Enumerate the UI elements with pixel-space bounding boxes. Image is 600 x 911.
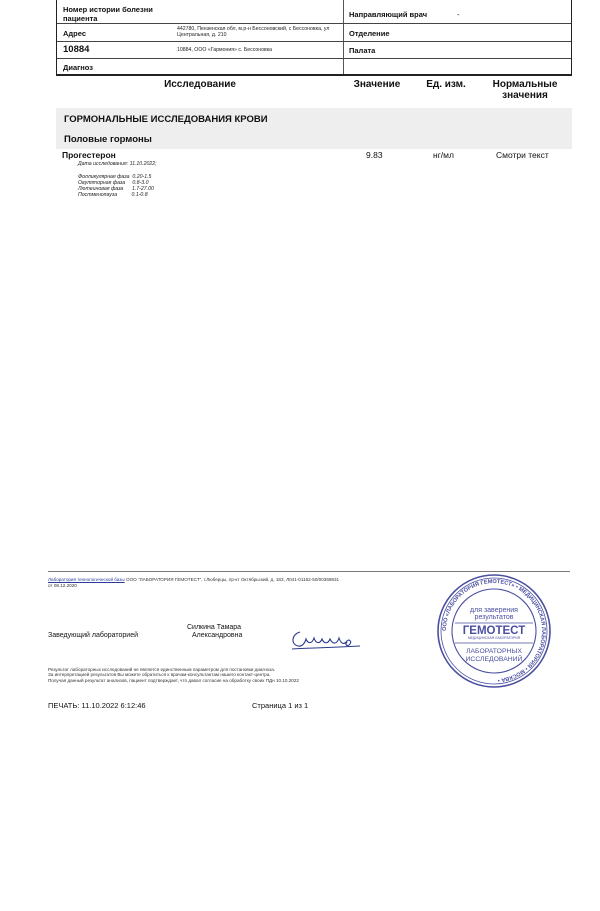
section-title: ГОРМОНАЛЬНЫЕ ИССЛЕДОВАНИЯ КРОВИ xyxy=(64,114,268,125)
disclaimer xyxy=(48,667,428,683)
address-label: Адрес xyxy=(63,29,87,38)
head-name-2: Александровна xyxy=(192,632,243,639)
stamp-bottom-2: ИССЛЕДОВАНИЙ xyxy=(465,656,523,663)
referring-label: Направляющий врач xyxy=(349,10,428,19)
stamp-top-2: результатов xyxy=(474,614,514,621)
stamp-ring-text: ООО «ЛАБОРАТОРИЯ ГЕМОТЕСТ» • МЕДИЦИНСКАЯ ЛАБОРАТОРИЯ • МОСКВА • xyxy=(441,578,547,683)
lab-info xyxy=(48,577,438,582)
address-value: 442780, Пензенская обл, м.р-н Бессоновский, с Бессоновка, ул Центральная, д. 210 xyxy=(177,26,330,39)
disclaimer-3: Получая данный результат анализов, пациент подтверждает, что давал согласие на обработку своих ПДн 10.10.2022 xyxy=(48,677,299,683)
column-value: Значение xyxy=(353,79,401,90)
client-row xyxy=(57,42,571,59)
test-normal: Смотри текст xyxy=(496,150,549,160)
patient-header-table xyxy=(56,0,572,75)
range-postmenopause: Постменопауза 0.1-0.8 xyxy=(78,191,148,198)
lab-stamp xyxy=(435,572,553,690)
history-label: Номер истории болезни пациента xyxy=(63,5,153,23)
lab-link[interactable]: Лаборатория технологической базы xyxy=(48,577,125,582)
signature xyxy=(286,622,366,654)
lab-info-date: от 08.12.2020 xyxy=(48,583,77,588)
client-code: 10884 xyxy=(63,44,90,55)
stamp-top-1: для заверения xyxy=(470,607,518,614)
range-follicular: Фолликулярная фаза 0.20-1.5 xyxy=(78,174,152,180)
reference-ranges xyxy=(78,175,154,199)
stamp-brand: ГЕМОТЕСТ xyxy=(462,625,526,637)
referring-value: - xyxy=(457,10,460,19)
test-value: 9.83 xyxy=(366,150,383,160)
department-label: Отделение xyxy=(349,29,390,38)
stamp-brand-sub: МЕДИЦИНСКАЯ ЛАБОРАТОРИЯ xyxy=(467,636,521,640)
range-ovulatory: Овуляторная фаза 0.8-3.0 xyxy=(78,179,149,186)
disclaimer-1: Результат лабораторных исследований не является единственным параметром для постановки диагноза. xyxy=(48,667,276,672)
range-luteal: Лютеиновая фаза 1.7-27.00 xyxy=(78,185,154,192)
print-timestamp: ПЕЧАТЬ: 11.10.2022 6:12:46 xyxy=(48,701,146,710)
head-name-1: Силкина Тамара xyxy=(187,624,242,631)
lab-info-text: ООО "ЛАБОРАТОРИЯ ГЕМОТЕСТ", г.Люберцы, пр-кт Октябрьский, д. 183, Л041-01162-50/00369831 xyxy=(126,577,340,582)
diagnosis-row xyxy=(57,59,571,75)
head-title: Заведующий лабораторией xyxy=(48,632,138,639)
column-unit: Ед. изм. xyxy=(426,79,466,90)
section-subtitle: Половые гормоны xyxy=(64,134,152,145)
diagnosis-label: Диагноз xyxy=(63,63,93,72)
page-number: Страница 1 из 1 xyxy=(252,701,309,710)
disclaimer-2: За интерпретацией результатов Вы можете обратиться к врачам-консультантам нашего контакт-центра. xyxy=(48,672,271,678)
address-row xyxy=(57,24,571,42)
header-bottom-border xyxy=(56,74,572,76)
column-normal: Нормальные значения xyxy=(492,79,558,101)
ward-label: Палата xyxy=(349,46,376,55)
client-value: 10884, ООО «Гармония» с. Бессоновка xyxy=(177,47,273,53)
test-unit: нг/мл xyxy=(433,150,454,160)
stamp-bottom-1: ЛАБОРАТОРНЫХ xyxy=(466,648,522,655)
test-name: Прогестерон xyxy=(62,150,116,160)
column-study: Исследование xyxy=(164,79,236,90)
history-row xyxy=(57,0,571,24)
study-date: Дата исследования: 11.10.2022; xyxy=(78,161,157,167)
